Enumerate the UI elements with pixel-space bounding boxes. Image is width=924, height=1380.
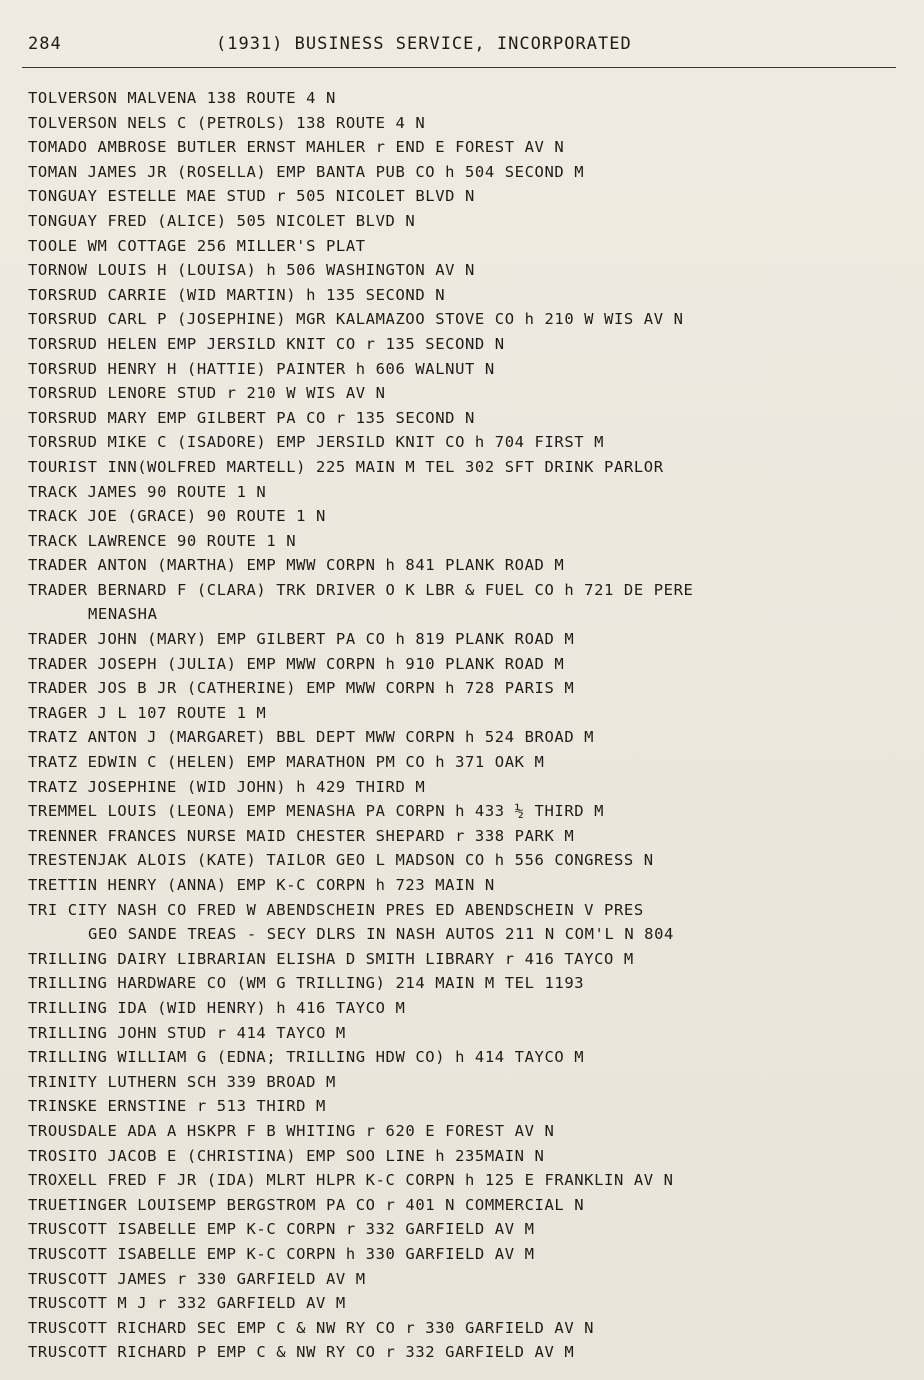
directory-entry: TORSRUD CARL P (JOSEPHINE) MGR KALAMAZOO STOVE CO h 210 W WIS AV N [28,310,684,329]
directory-entry: TRUSCOTT M J r 332 GARFIELD AV M [28,1294,346,1313]
directory-entry-continuation: GEO SANDE TREAS - SECY DLRS IN NASH AUTOS 211 N COM'L N 804 [88,925,674,944]
directory-entry: TRI CITY NASH CO FRED W ABENDSCHEIN PRES ED ABENDSCHEIN V PRES [28,900,644,919]
directory-entry: TRADER JOHN (MARY) EMP GILBERT PA CO h 819 PLANK ROAD M [28,630,575,649]
directory-entry: TOMAN JAMES JR (ROSELLA) EMP BANTA PUB CO h 504 SECOND M [28,162,585,181]
directory-entry: TRUSCOTT JAMES r 330 GARFIELD AV M [28,1269,366,1288]
directory-entry: TOURIST INN(WOLFRED MARTELL) 225 MAIN M TEL 302 SFT DRINK PARLOR [28,457,664,476]
directory-entry: TORSRUD MARY EMP GILBERT PA CO r 135 SECOND N [28,408,475,427]
page-header [28,34,898,60]
directory-entry: TORNOW LOUIS H (LOUISA) h 506 WASHINGTON AV N [28,261,475,280]
directory-entry: TRESTENJAK ALOIS (KATE) TAILOR GEO L MADSON CO h 556 CONGRESS N [28,851,654,870]
directory-entry: TRUSCOTT RICHARD P EMP C & NW RY CO r 332 GARFIELD AV M [28,1343,575,1362]
directory-entry: TRATZ JOSEPHINE (WID JOHN) h 429 THIRD M [28,777,426,796]
directory-entry: TONGUAY FRED (ALICE) 505 NICOLET BLVD N [28,211,416,230]
directory-entry: TOMADO AMBROSE BUTLER ERNST MAHLER r END E FOREST AV N [28,138,565,157]
directory-entry: TRUSCOTT ISABELLE EMP K-C CORPN h 330 GARFIELD AV M [28,1244,535,1263]
directory-entry: TRINITY LUTHERN SCH 339 BROAD M [28,1072,336,1091]
directory-entry: TRUETINGER LOUISEMP BERGSTROM PA CO r 401 N COMMERCIAL N [28,1195,585,1214]
directory-entry: TROSITO JACOB E (CHRISTINA) EMP SOO LINE h 235MAIN N [28,1146,545,1165]
directory-entry: TRACK JAMES 90 ROUTE 1 N [28,482,267,501]
directory-entry: TORSRUD LENORE STUD r 210 W WIS AV N [28,384,386,403]
directory-entry: TRENNER FRANCES NURSE MAID CHESTER SHEPARD r 338 PARK M [28,826,575,845]
directory-entry: TRUSCOTT RICHARD SEC EMP C & NW RY CO r 330 GARFIELD AV N [28,1318,595,1337]
directory-entry: TRATZ ANTON J (MARGARET) BBL DEPT MWW CORPN h 524 BROAD M [28,728,595,747]
directory-entry: TONGUAY ESTELLE MAE STUD r 505 NICOLET BLVD N [28,187,475,206]
directory-entry: TRUSCOTT ISABELLE EMP K-C CORPN r 332 GARFIELD AV M [28,1220,535,1239]
directory-entry: TROXELL FRED F JR (IDA) MLRT HLPR K-C CORPN h 125 E FRANKLIN AV N [28,1171,674,1190]
directory-entry: TRADER BERNARD F (CLARA) TRK DRIVER O K LBR & FUEL CO h 721 DE PERE [28,580,694,599]
directory-entry: TRADER JOS B JR (CATHERINE) EMP MWW CORPN h 728 PARIS M [28,679,575,698]
directory-entry: TRILLING IDA (WID HENRY) h 416 TAYCO M [28,998,406,1017]
directory-entry: TORSRUD MIKE C (ISADORE) EMP JERSILD KNIT CO h 704 FIRST M [28,433,605,452]
page-number: 284 [28,34,62,54]
directory-entry-continuation: MENASHA [88,605,158,624]
directory-entry: TRETTIN HENRY (ANNA) EMP K-C CORPN h 723 MAIN N [28,876,495,894]
directory-entry: TOOLE WM COTTAGE 256 MILLER'S PLAT [28,236,366,255]
directory-entry: TOLVERSON NELS C (PETROLS) 138 ROUTE 4 N [28,113,426,132]
directory-listing [28,86,912,1365]
directory-entry: TRADER ANTON (MARTHA) EMP MWW CORPN h 841 PLANK ROAD M [28,556,565,575]
directory-entry: TRAGER J L 107 ROUTE 1 M [28,703,267,722]
directory-entry: TREMMEL LOUIS (LEONA) EMP MENASHA PA CORPN h 433 ½ THIRD M [28,802,605,821]
directory-entry: TRILLING JOHN STUD r 414 TAYCO M [28,1023,346,1042]
running-title: (1931) BUSINESS SERVICE, INCORPORATED [216,34,632,54]
directory-entry: TRADER JOSEPH (JULIA) EMP MWW CORPN h 910 PLANK ROAD M [28,654,565,673]
directory-entry: TOLVERSON MALVENA 138 ROUTE 4 N [28,89,336,107]
directory-entry: TRILLING HARDWARE CO (WM G TRILLING) 214 MAIN M TEL 1193 [28,974,585,993]
directory-entry: TRILLING WILLIAM G (EDNA; TRILLING HDW CO) h 414 TAYCO M [28,1048,585,1067]
directory-entry: TROUSDALE ADA A HSKPR F B WHITING r 620 E FOREST AV N [28,1121,555,1140]
header-rule [22,67,896,68]
directory-entry: TORSRUD CARRIE (WID MARTIN) h 135 SECOND N [28,285,446,304]
directory-entry: TRATZ EDWIN C (HELEN) EMP MARATHON PM CO h 371 OAK M [28,753,545,772]
directory-entry: TRILLING DAIRY LIBRARIAN ELISHA D SMITH LIBRARY r 416 TAYCO M [28,949,634,968]
directory-entry: TORSRUD HELEN EMP JERSILD KNIT CO r 135 SECOND N [28,334,505,353]
directory-entry: TRACK LAWRENCE 90 ROUTE 1 N [28,531,297,550]
directory-entry: TORSRUD HENRY H (HATTIE) PAINTER h 606 WALNUT N [28,359,495,378]
directory-entry: TRACK JOE (GRACE) 90 ROUTE 1 N [28,507,326,526]
directory-entry: TRINSKE ERNSTINE r 513 THIRD M [28,1097,326,1116]
